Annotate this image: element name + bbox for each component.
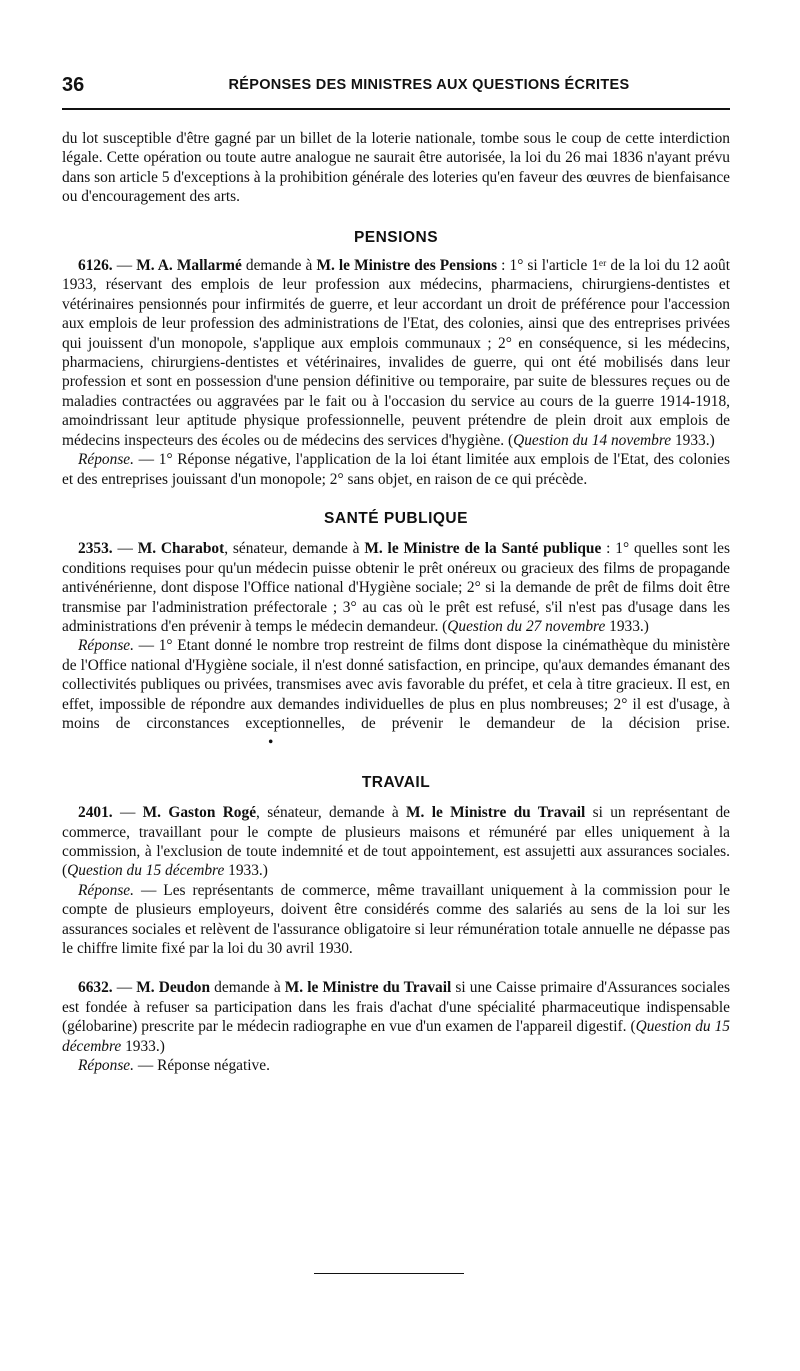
question-body: : 1° si l'article 1ᵉʳ de la loi du 12 août 1933, réservant des emplois de leur profession aux médecins, pharmaciens, chirurgiens-dentistes et vétérinaires pensionnés pour infirmités de guerre, et leur accordant un droit de préférence pour l'accession aux emplois de leur profession des administrations de l'Etat, des colonies, ainsi que des entreprises privées qui jouissent d'un monopole, s'applique aux emplois communaux ; 2° en conséquence, si les médecins, pharmaciens, chirurgiens-dentistes et vétérinaires, invalides de guerre, qui ont été mobilisés dans leur profession et sont en possession d'une pension définitive ou temporaire, par suite de blessures reçues ou de maladies contractées ou aggravées par le fait ou à l'occasion du service au cours de la guerre 1914-1918, amoindrissant leur aptitude physique professionnelle, peuvent prétendre de plein droit aux emplois de médecins inspecteurs des écoles ou de médecins des services d'hygiène. (: [62, 257, 730, 449]
question-body: : 1° quelles sont les conditions requises pour qu'un médecin puisse obtenir le prêt onéreux ou gracieux des films de propagande antivénérienne, dont dispose l'Office national d'Hygiène sociale; 2° si la demande de prêt de films doit être transmise par l'administration préfectorale ; 3° au cas où le prêt est refusé, s'il n'est pas d'usage dans les administrations d'en prévenir à temps le médecin demandeur. (: [62, 540, 730, 635]
intro-paragraph: du lot susceptible d'être gagné par un billet de la loterie nationale, tombe sous le coup de cette interdiction légale. Cette opération ou toute autre analogue ne saurait être autorisée, la loi du 26 mai 1836 n'ayant prévu dans son article 5 d'exceptions à la prohibition générale des loteries qu'en faveur des œuvres de bienfaisance ou d'encouragement des arts.: [62, 130, 730, 206]
question-minister: M. le Ministre du Travail: [406, 804, 586, 822]
question-author: M. Gaston Rogé: [142, 804, 257, 822]
question-date: Question du 27 novembre: [447, 617, 606, 635]
question-6632: [62, 978, 730, 1075]
answer-body: — Les représentants de commerce, même travaillant uniquement à la commission pour le compte de plusieurs employeurs, doivent être considérés comme des salariés au sens de la loi sur les assurances sociales et relèvent de l'assurance obligatoire si leur rémunération totale annuelle ne dépasse pas le chiffre limite fixé par la loi du 30 avril 1930.: [62, 881, 730, 958]
dash: —: [112, 804, 143, 822]
question-date: Question du 15 décembre: [62, 1018, 730, 1055]
question-6126: [62, 256, 730, 489]
question-author: M. A. Mallarmé: [136, 257, 242, 275]
question-year: 1933.): [605, 617, 649, 635]
question-2353: [62, 539, 730, 752]
question-body: si une Caisse primaire d'Assurances sociales est fondée à refuser sa participation dans les frais d'achat d'une spécialité pharmaceutique indispensable (gélobarine) prescrite par le médecin radiographe en vue d'un examen de l'appareil digestif. (: [62, 979, 730, 1036]
question-text: [62, 539, 730, 636]
dash: —: [112, 257, 137, 275]
page-header: [62, 74, 730, 98]
question-date: Question du 14 novembre: [513, 431, 672, 449]
section-title-pensions: PENSIONS: [353, 228, 439, 246]
question-minister: M. le Ministre de la Santé publique: [364, 540, 602, 558]
answer-text: [62, 881, 730, 959]
end-rule: [314, 1273, 464, 1274]
question-number: 2353.: [78, 540, 113, 558]
question-text: [62, 978, 730, 1056]
section-title-sante-publique: SANTÉ PUBLIQUE: [324, 509, 468, 527]
answer-label: Réponse.: [78, 637, 134, 655]
dash: —: [112, 540, 138, 558]
answer-label: Réponse.: [78, 881, 134, 899]
question-number: 6126.: [78, 257, 113, 275]
question-author: M. Deudon: [136, 979, 211, 997]
question-number: 2401.: [78, 804, 113, 822]
section-title-travail: TRAVAIL: [361, 773, 431, 791]
answer-body: — 1° Etant donné le nombre trop restreint de films dont dispose la cinémathèque du ministère de l'Office national d'Hygiène sociale, il n'est donné satisfaction, en principe, qu'aux demandes émanant des collectivités publiques ou privées, transmises avec avis favorable du préfet, et cela à titre gracieux. Il est, en effet, impossible de répondre aux demandes individuelles de plus en plus nombreuses; 2° il est d'usage, à moins de circonstances exceptionnelles, de prévenir le demandeur de la décision prise.: [62, 637, 730, 732]
question-mid: demande à: [241, 257, 317, 275]
question-mid: , sénateur, demande à: [256, 804, 407, 822]
question-body: si un représentant de commerce, travaillant pour le compte de plusieurs maisons et rémunéré par elles uniquement à la commission, à l'exclusion de toute indemnité et de tout appointement, est assujetti aux assurances sociales. (: [62, 804, 730, 880]
page-content: [62, 129, 730, 1075]
header-rule: [62, 108, 730, 110]
running-title: RÉPONSES DES MINISTRES AUX QUESTIONS ÉCRITES: [228, 77, 630, 93]
answer-text: [62, 636, 730, 752]
question-mid: , sénateur, demande à: [224, 540, 365, 558]
question-mid: demande à: [210, 979, 285, 997]
question-year: 1933.): [121, 1037, 165, 1055]
question-author: M. Charabot: [137, 540, 225, 558]
question-text: [62, 256, 730, 450]
question-text: [62, 803, 730, 881]
answer-label: Réponse.: [78, 1057, 134, 1075]
dash: —: [112, 979, 137, 997]
question-minister: M. le Ministre du Travail: [284, 979, 452, 997]
question-number: 6632.: [78, 979, 113, 997]
question-date: Question du 15 décembre: [67, 862, 225, 880]
question-minister: M. le Ministre des Pensions: [316, 257, 498, 275]
answer-label: Réponse.: [78, 451, 134, 469]
answer-body: — 1° Réponse négative, l'application de la loi étant limitée aux emplois de l'Etat, des colonies et des entreprises jouissant d'un monopole; 2° sans objet, en raison de ce qui précède.: [62, 451, 730, 488]
page-number: 36: [62, 74, 85, 96]
question-2401: [62, 803, 730, 958]
question-year: 1933.): [224, 862, 268, 880]
question-year: 1933.): [671, 431, 715, 449]
bullet-mark: •: [268, 734, 274, 752]
answer-text: [62, 1056, 730, 1075]
answer-body: — Réponse négative.: [134, 1057, 270, 1075]
answer-text: [62, 450, 730, 489]
